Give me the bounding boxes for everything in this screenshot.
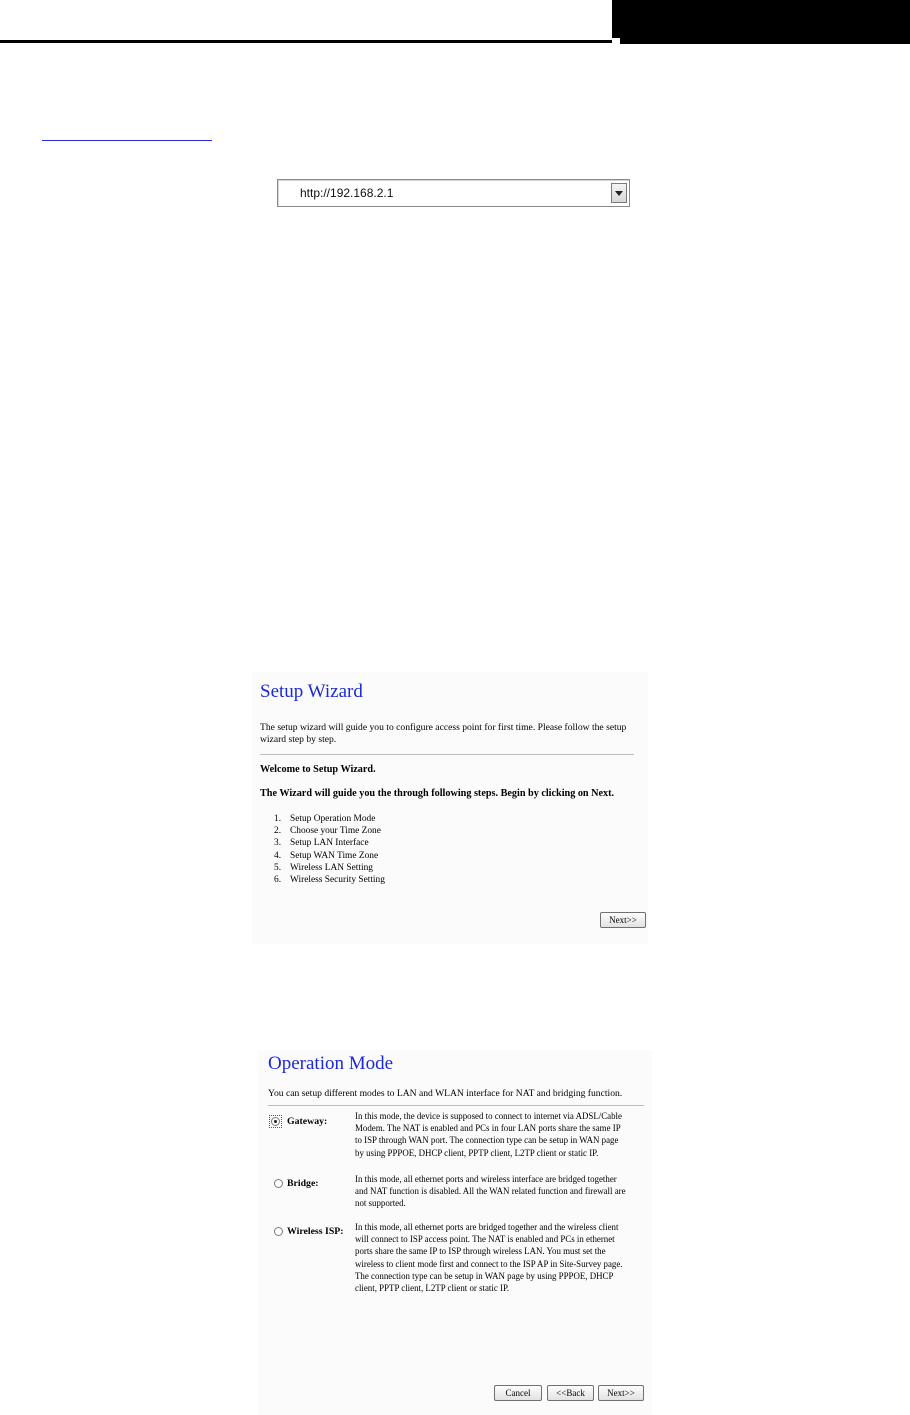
- list-item: [274, 862, 385, 874]
- operation-mode-panel: [258, 1050, 652, 1415]
- setup-wizard-panel: [252, 672, 648, 944]
- bridge-radio[interactable]: [274, 1179, 283, 1188]
- wireless-isp-label: Wireless ISP:: [287, 1226, 344, 1237]
- list-item: [274, 813, 385, 825]
- hyperlink-underline: [42, 140, 212, 141]
- gateway-label: Gateway:: [287, 1116, 328, 1127]
- setup-wizard-guide: The Wizard will guide you the through following steps. Begin by clicking on Next.: [260, 788, 615, 799]
- setup-wizard-title: Setup Wizard: [260, 681, 363, 702]
- wireless-isp-description: In this mode, all ethernet ports are bridged together and the wireless client will connect to ISP access point. The NAT is enabled and PCs in ethernet ports share the same IP to ISP through wireless LAN. You must set the wireless to client mode first and connect to the ISP AP in Site-Survey page. The connection type can be setup in WAN page by using PPPOE, DHCP client, PPTP client, L2TP client or static IP.: [355, 1222, 623, 1294]
- setup-wizard-intro: The setup wizard will guide you to configure access point for first time. Please follow the setup wizard step by step.: [260, 722, 627, 745]
- operation-mode-title: Operation Mode: [268, 1053, 394, 1074]
- list-item: [274, 850, 385, 862]
- step-number: 1.: [274, 814, 282, 824]
- wireless-isp-radio[interactable]: [274, 1227, 283, 1236]
- step-label: Setup Operation Mode: [290, 814, 376, 824]
- step-label: Setup WAN Time Zone: [290, 850, 379, 861]
- step-label: Choose your Time Zone: [290, 826, 381, 837]
- setup-steps-list: [274, 813, 385, 886]
- opmode-next-button[interactable]: Next>>: [598, 1385, 644, 1401]
- step-label: Wireless LAN Setting: [290, 862, 373, 873]
- header-notch: [612, 38, 620, 44]
- dropdown-arrow-icon[interactable]: [611, 183, 627, 203]
- step-label: Setup LAN Interface: [290, 838, 369, 849]
- header-rule: [0, 40, 612, 43]
- operation-mode-intro: You can setup different modes to LAN and WLAN interface for NAT and bridging function.: [268, 1088, 623, 1099]
- step-number: 4.: [274, 850, 282, 861]
- back-button[interactable]: <<Back: [547, 1385, 594, 1401]
- step-number: 6.: [274, 875, 282, 886]
- setup-wizard-welcome: Welcome to Setup Wizard.: [260, 764, 376, 775]
- bridge-description: In this mode, all ethernet ports and wireless interface are bridged together and NAT function is disabled. All the WAN related function and firewall are not supported.: [355, 1174, 626, 1209]
- gateway-description: In this mode, the device is supposed to connect to internet via ADSL/Cable Modem. The NAT is enabled and PCs in four LAN ports share the same IP to ISP through WAN port. The connection type can be setup in WAN page by using PPPOE, DHCP client, PPTP client, L2TP client or static IP.: [355, 1111, 622, 1158]
- cancel-button[interactable]: Cancel: [494, 1385, 542, 1401]
- list-item: [274, 825, 385, 837]
- step-number: 5.: [274, 862, 282, 873]
- gateway-radio[interactable]: [271, 1117, 280, 1126]
- list-item: [274, 837, 385, 849]
- header-block: [612, 0, 910, 44]
- step-number: 2.: [274, 826, 282, 837]
- bridge-label: Bridge:: [287, 1178, 319, 1189]
- wizard-next-button[interactable]: Next>>: [600, 912, 646, 928]
- address-bar[interactable]: [277, 179, 630, 207]
- address-input[interactable]: [280, 182, 626, 204]
- step-label: Wireless Security Setting: [290, 875, 385, 886]
- step-number: 3.: [274, 838, 282, 849]
- setup-wizard-divider: [260, 754, 634, 755]
- operation-mode-divider: [268, 1105, 644, 1106]
- list-item: [274, 874, 385, 886]
